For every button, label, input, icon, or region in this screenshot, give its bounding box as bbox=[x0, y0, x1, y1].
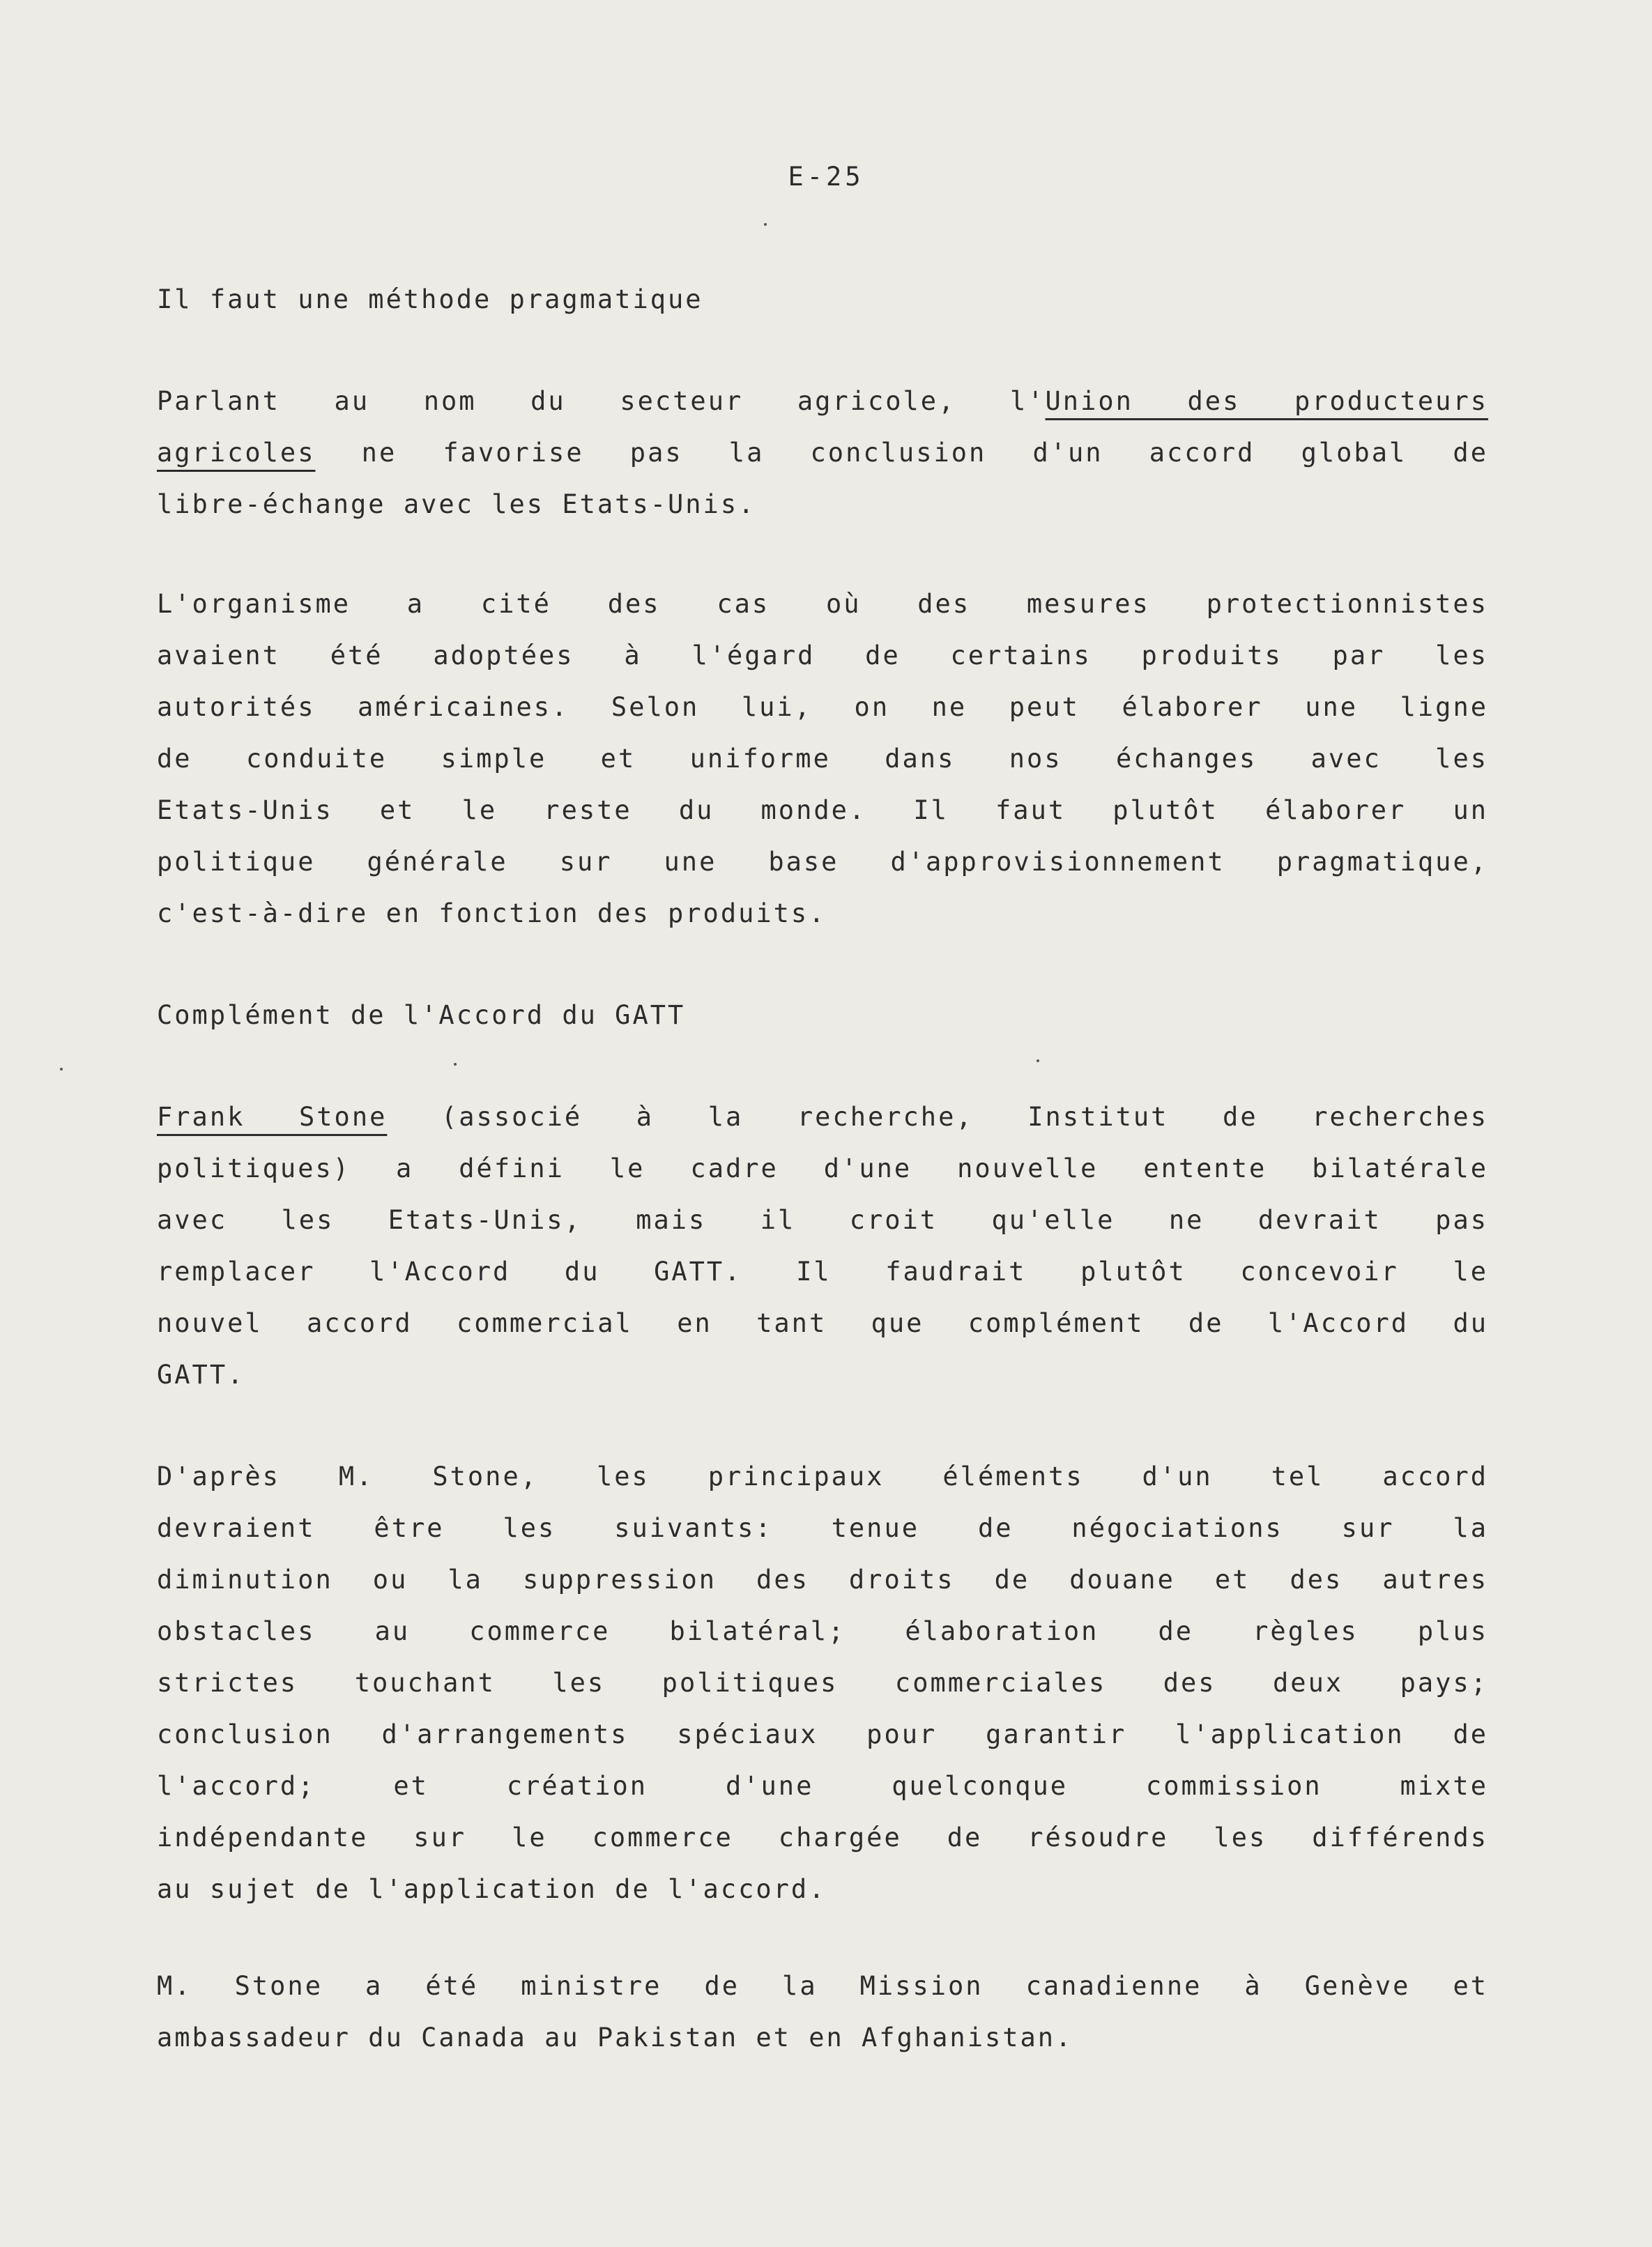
underlined-organization-name: agricoles bbox=[157, 438, 316, 468]
text-run: ne favorise pas la conclusion d'un accord global de bbox=[315, 438, 1488, 468]
paragraph-line: ambassadeur du Canada au Pakistan et en Afghanistan. bbox=[157, 2023, 1073, 2053]
paragraph-line: conclusion d'arrangements spéciaux pour garantir l'application de bbox=[157, 1719, 1488, 1749]
paragraph-line: avec les Etats-Unis, mais il croit qu'elle ne devrait pas bbox=[157, 1205, 1488, 1235]
section-heading: Il faut une méthode pragmatique bbox=[157, 284, 703, 314]
paragraph-line: M. Stone a été ministre de la Mission canadienne à Genève et bbox=[157, 1971, 1488, 2001]
paragraph-line bbox=[157, 432, 1488, 474]
paragraph-line: autorités américaines. Selon lui, on ne peut élaborer une ligne bbox=[157, 692, 1488, 722]
text-run: Parlant au nom du secteur agricole, l' bbox=[157, 386, 1046, 416]
paragraph-line: de conduite simple et uniforme dans nos échanges avec les bbox=[157, 744, 1488, 774]
paragraph-line bbox=[157, 381, 1488, 422]
section-heading: Complément de l'Accord du GATT bbox=[157, 1000, 686, 1030]
underlined-organization-name: Union des producteurs bbox=[1045, 386, 1489, 416]
paragraph-line: politiques) a défini le cadre d'une nouvelle entente bilatérale bbox=[157, 1153, 1488, 1183]
paragraph-line: GATT. bbox=[157, 1360, 245, 1390]
paragraph-line: indépendante sur le commerce chargée de résoudre les différends bbox=[157, 1823, 1488, 1853]
paragraph-line: au sujet de l'application de l'accord. bbox=[157, 1874, 827, 1904]
paragraph-line: nouvel accord commercial en tant que complément de l'Accord du bbox=[157, 1308, 1488, 1338]
text-run: (associé à la recherche, Institut de recherches bbox=[387, 1102, 1488, 1132]
page-number: E-25 bbox=[788, 162, 864, 192]
paragraph-line: devraient être les suivants: tenue de négociations sur la bbox=[157, 1513, 1488, 1543]
paragraph-line: diminution ou la suppression des droits de douane et des autres bbox=[157, 1565, 1488, 1595]
paragraph-line: D'après M. Stone, les principaux éléments d'un tel accord bbox=[157, 1462, 1488, 1491]
underlined-person-name: Frank Stone bbox=[157, 1102, 388, 1132]
paragraph-line bbox=[157, 1096, 1488, 1138]
paragraph-line: politique générale sur une base d'approvisionnement pragmatique, bbox=[157, 847, 1488, 877]
paragraph-line: c'est-à-dire en fonction des produits. bbox=[157, 898, 827, 928]
paragraph-line: remplacer l'Accord du GATT. Il faudrait plutôt concevoir le bbox=[157, 1257, 1488, 1287]
speck-mark bbox=[1037, 1059, 1039, 1062]
paragraph-line: l'accord; et création d'une quelconque commission mixte bbox=[157, 1771, 1488, 1801]
speck-mark bbox=[764, 223, 767, 226]
paragraph-line: strictes touchant les politiques commerciales des deux pays; bbox=[157, 1668, 1488, 1698]
paragraph-line: L'organisme a cité des cas où des mesures protectionnistes bbox=[157, 589, 1488, 619]
paragraph-line: libre-échange avec les Etats-Unis. bbox=[157, 489, 756, 519]
paragraph-line: obstacles au commerce bilatéral; élaboration de règles plus bbox=[157, 1616, 1488, 1646]
speck-mark bbox=[60, 1068, 63, 1071]
paragraph-line: Etats-Unis et le reste du monde. Il faut plutôt élaborer un bbox=[157, 795, 1488, 825]
paragraph-line: avaient été adoptées à l'égard de certains produits par les bbox=[157, 641, 1488, 670]
speck-mark bbox=[454, 1063, 457, 1066]
